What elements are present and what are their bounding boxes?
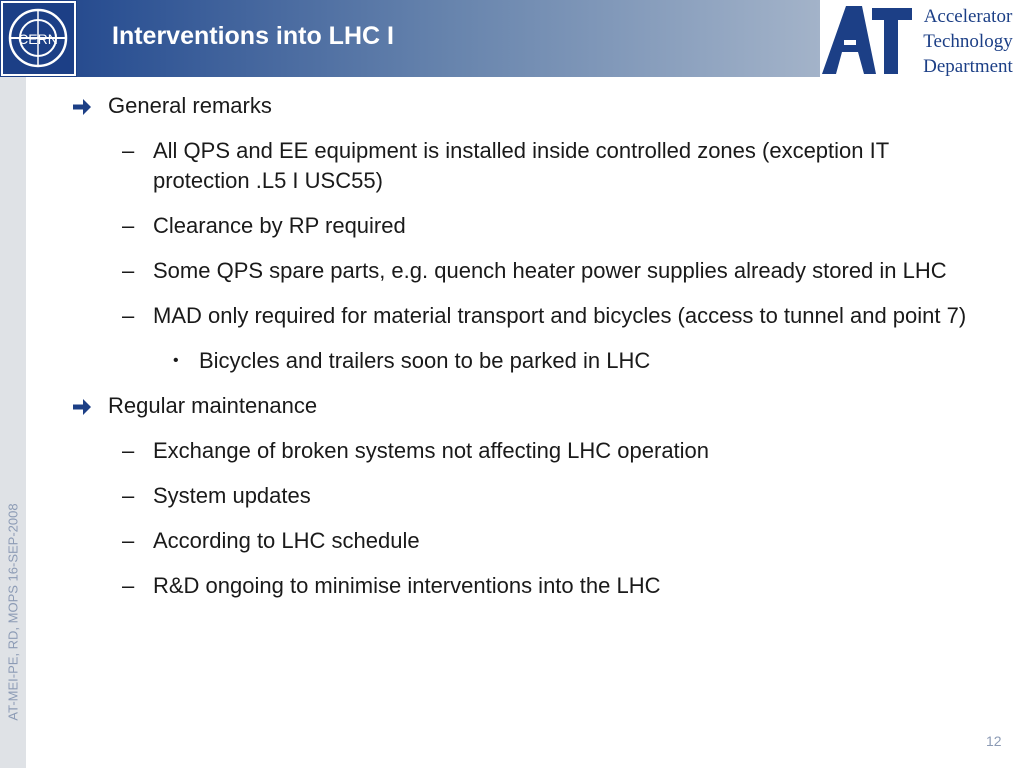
svg-text:CERN: CERN [18,31,58,47]
slide-title: Interventions into LHC I [112,22,394,50]
list-item-text: Some QPS spare parts, e.g. quench heater power supplies already stored in LHC [153,258,947,283]
dash-bullet: – [122,258,135,283]
arrow-right-icon [72,395,92,425]
dash-bullet: – [122,303,135,328]
list-item [72,436,972,466]
department-logo-line3: Department [923,56,1013,77]
slide-content [72,91,972,616]
sub-list-item-text: Bicycles and trailers soon to be parked in LHC [199,348,651,373]
list-item [72,571,972,601]
list-item [72,256,972,286]
sub-list-item [72,346,972,376]
dash-bullet: – [122,483,135,508]
list-item-text: All QPS and EE equipment is installed inside controlled zones (exception IT protection .L5 I USC55) [153,138,889,193]
dash-bullet: – [122,528,135,553]
list-item [72,301,972,331]
list-item [72,526,972,556]
section-heading-text: Regular maintenance [108,393,318,418]
sidebar-label: AT-MEI-PE, RD, MOPS 16-SEP-2008 [5,503,21,721]
list-item [72,136,972,196]
list-item-text: MAD only required for material transport and bicycles (access to tunnel and point 7) [153,303,967,328]
list-item [72,211,972,241]
list-item-text: R&D ongoing to minimise interventions into the LHC [153,573,661,598]
cern-logo-icon [0,0,77,77]
page-number: 12 [986,733,1002,749]
list-item-text: System updates [153,483,311,508]
dot-bullet: • [173,352,179,369]
list-item-text: According to LHC schedule [153,528,420,553]
department-logo-line1: Accelerator [923,6,1013,27]
section-heading-text: General remarks [108,93,272,118]
dash-bullet: – [122,138,135,163]
dash-bullet: – [122,213,135,238]
dash-bullet: – [122,438,135,463]
section-heading [72,91,972,121]
list-item-text: Exchange of broken systems not affecting LHC operation [153,438,710,463]
list-item-text: Clearance by RP required [153,213,406,238]
list-item [72,481,972,511]
department-logo-line2: Technology [923,31,1013,52]
cern-logo [0,0,77,77]
at-monogram-icon [820,0,914,78]
department-logo-text [915,4,1021,79]
section-heading [72,391,972,421]
arrow-right-icon [72,95,92,125]
dash-bullet: – [122,573,135,598]
